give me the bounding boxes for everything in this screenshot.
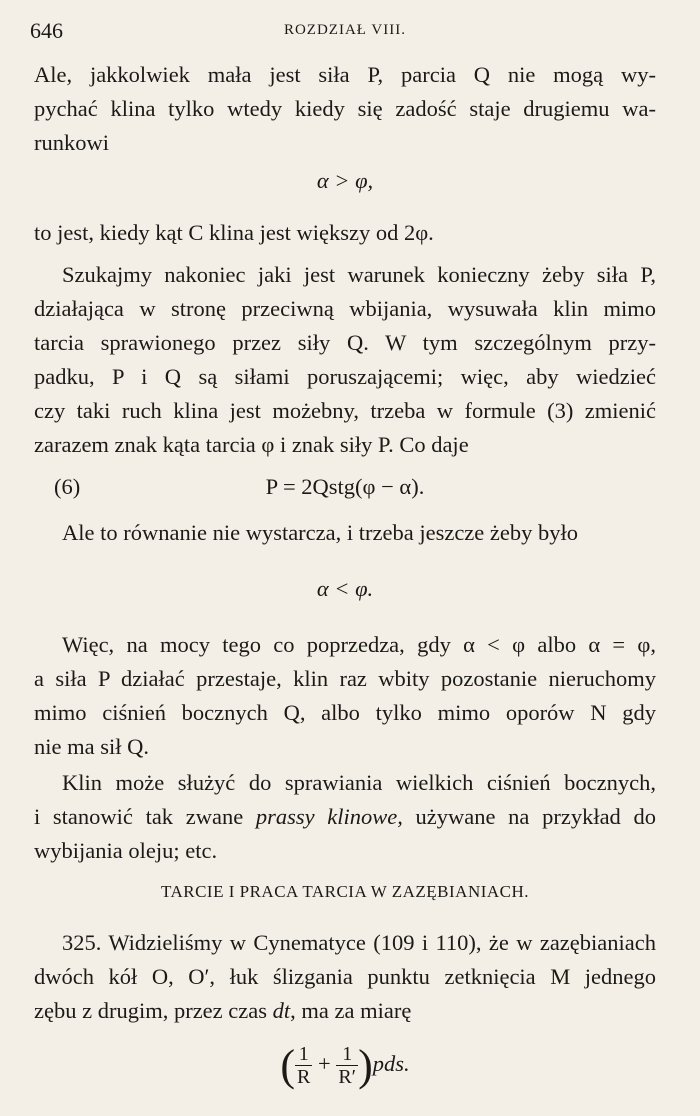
formula-text: α > φ, <box>316 168 374 193</box>
fraction <box>336 1043 358 1088</box>
paragraph-line: dwóch kół O, O′, łuk ślizgania punktu zetknięcia M jednego <box>34 964 656 989</box>
page-number: 646 <box>30 18 63 43</box>
paragraph-line: tarcia sprawionego przez siły Q. W tym szczególnym przy- <box>34 330 656 355</box>
equation-number: (6) <box>54 474 81 499</box>
text-run: używane na przykład do <box>402 804 656 829</box>
denominator: R <box>297 1066 311 1089</box>
formula-text: P = 2Qstg(φ − α). <box>265 474 425 499</box>
paragraph-line: wybijania oleju; etc. <box>34 838 218 863</box>
paragraph-line <box>34 800 656 834</box>
paragraph-line: Ale, jakkolwiek mała jest siła P, parcia Q nie mogą wy- <box>34 62 656 87</box>
paragraph-line: mimo ciśnień bocznych Q, albo tylko mimo oporów N gdy <box>34 700 656 725</box>
paragraph-line: działająca w stronę przeciwną wbijania, wysuwała klin mimo <box>34 296 656 321</box>
formula-tail: pds. <box>372 1051 410 1076</box>
paragraph-line: Więc, na mocy tego co poprzedza, gdy α < φ albo α = φ, <box>62 632 656 657</box>
paragraph-line: zarazem znak kąta tarcia φ i znak siły P. Co daje <box>34 432 469 457</box>
formula-arc <box>34 1036 656 1094</box>
paragraph-line: Ale to równanie nie wystarcza, i trzeba jeszcze żeby było <box>62 520 579 545</box>
paragraph-line: a siła P działać przestaje, klin raz wbity pozostanie nieruchomy <box>34 666 656 691</box>
page-header <box>30 18 660 48</box>
running-title: ROZDZIAŁ VIII. <box>283 22 407 38</box>
paragraph-line: Klin może służyć do sprawiania wielkich ciśnień bocznych, <box>62 770 656 795</box>
plus-sign: + <box>318 1051 331 1076</box>
paragraph-line: czy taki ruch klina jest możebny, trzeba w formule (3) zmienić <box>34 398 656 423</box>
formula-text: α < φ. <box>316 576 374 601</box>
math-variable: dt <box>272 998 291 1023</box>
paren-open: ( <box>280 1040 296 1090</box>
paragraph-line: padku, P i Q są siłami poruszającemi; więc, aby wiedzieć <box>34 364 656 389</box>
section-title: TARCIE I PRACA TARCIA W ZAZĘBIANIACH. <box>160 882 530 901</box>
text-run: zębu z drugim, przez czas <box>34 998 273 1023</box>
paren-close: ) <box>358 1040 373 1090</box>
paragraph-line: runkowi <box>34 130 109 155</box>
denominator: R′ <box>338 1066 357 1089</box>
text-run: , ma za miarę <box>290 998 412 1023</box>
fraction <box>295 1043 312 1088</box>
paragraph-line: Szukajmy nakoniec jaki jest warunek konieczny żeby siła P, <box>62 262 656 287</box>
numerator: 1 <box>336 1043 358 1066</box>
text-run: i stanowić tak zwane <box>34 804 256 829</box>
paragraph-line: 325. Widzieliśmy w Cynematyce (109 i 110), że w zazębianiach <box>62 930 656 955</box>
paragraph-line: to jest, kiedy kąt C klina jest większy od 2φ. <box>34 220 434 245</box>
numerator: 1 <box>295 1043 312 1066</box>
emphasis-text: prassy klinowe, <box>255 804 403 829</box>
paragraph-line <box>34 994 656 1028</box>
paragraph-line: nie ma sił Q. <box>34 734 149 759</box>
paragraph-line: pychać klina tylko wtedy kiedy się zadość staje drugiemu wa- <box>34 96 656 121</box>
